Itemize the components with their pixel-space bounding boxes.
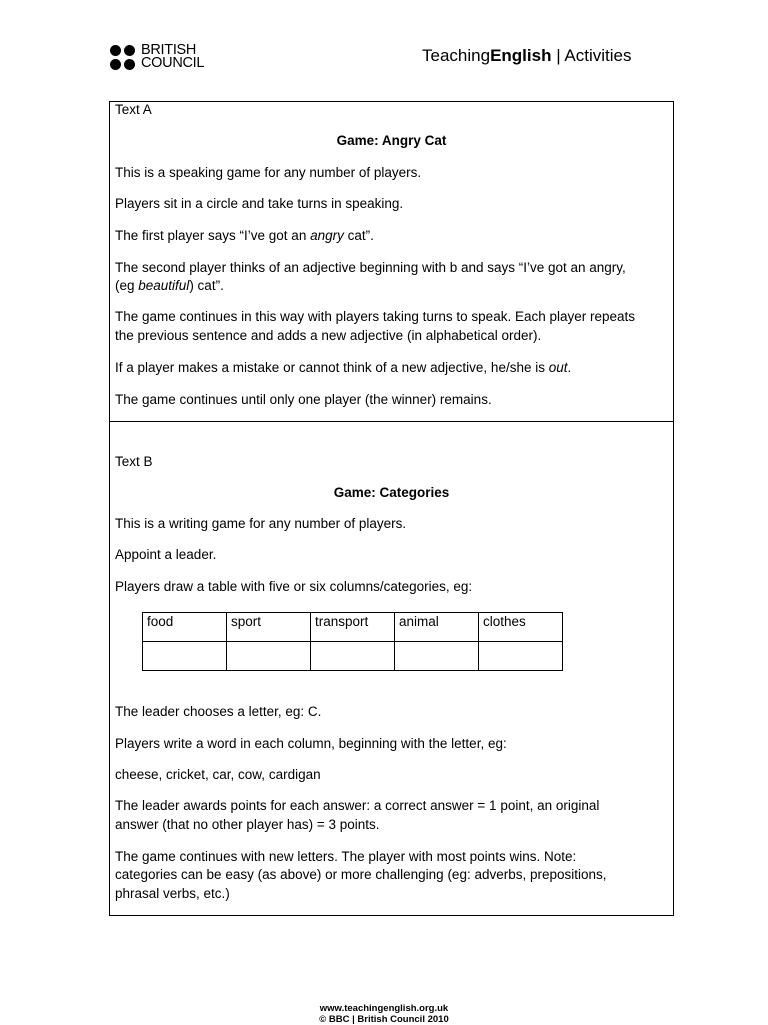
text-b-paragraph: answer (that no other player has) = 3 points.: [115, 817, 380, 832]
table-cell: [143, 642, 227, 671]
text-a-paragraph: The game continues until only one player (the winner) remains.: [115, 392, 492, 407]
table-header-cell: clothes: [479, 613, 563, 642]
teachingenglish-brand: TeachingEnglish | Activities: [422, 46, 632, 65]
table-cell: [479, 642, 563, 671]
text-b-paragraph: Appoint a leader.: [115, 547, 217, 562]
text-b-paragraph: phrasal verbs, etc.): [115, 886, 230, 901]
table-row: [143, 642, 563, 671]
text-a-paragraph: The game continues in this way with players taking turns to speak. Each player repeats: [115, 309, 636, 324]
table-header-cell: food: [143, 613, 227, 642]
categories-table: [142, 612, 563, 671]
text-b-label: Text B: [115, 454, 153, 469]
text-b-paragraph: Players write a word in each column, beginning with the letter, eg:: [115, 736, 507, 751]
text-b-paragraph: categories can be easy (as above) or more challenging (eg: adverbs, prepositions,: [115, 867, 607, 882]
text-a-paragraph: The second player thinks of an adjective beginning with b and says “I’ve got an angry,: [115, 260, 626, 275]
text-b-paragraph: The game continues with new letters. The player with most points wins. Note:: [115, 849, 577, 864]
table-header-cell: transport: [311, 613, 395, 642]
text-a-paragraph: the previous sentence and adds a new adjective (in alphabetical order).: [115, 328, 542, 343]
logo-dots-icon: [110, 45, 135, 70]
text-a-title: Game: Angry Cat: [336, 133, 447, 148]
table-header-cell: animal: [395, 613, 479, 642]
text-b-title: Game: Categories: [333, 485, 450, 500]
text-b-paragraph: This is a writing game for any number of players.: [115, 516, 407, 531]
text-b-paragraph: Players draw a table with five or six columns/categories, eg:: [115, 579, 473, 594]
text-a-label: Text A: [115, 102, 152, 117]
text-a-paragraph: (eg beautiful) cat”.: [115, 278, 224, 293]
footer-url: www.teachingenglish.org.uk: [319, 1003, 449, 1014]
footer-copyright: © BBC | British Council 2010: [319, 1014, 449, 1025]
logo-text: BRITISH COUNCIL: [141, 42, 205, 71]
text-b-paragraph: cheese, cricket, car, cow, cardigan: [115, 767, 321, 782]
text-a-paragraph: This is a speaking game for any number of players.: [115, 165, 422, 180]
text-b-paragraph: The leader awards points for each answer: a correct answer = 1 point, an original: [115, 798, 600, 813]
text-a-paragraph: The first player says “I’ve got an angry cat”.: [115, 228, 374, 243]
text-a-paragraph: If a player makes a mistake or cannot think of a new adjective, he/she is out.: [115, 360, 572, 375]
text-b-paragraph: The leader chooses a letter, eg: C.: [115, 704, 322, 719]
table-cell: [311, 642, 395, 671]
text-a-paragraph: Players sit in a circle and take turns in speaking.: [115, 196, 404, 211]
british-council-logo: [110, 44, 204, 70]
table-cell: [227, 642, 311, 671]
table-header-cell: sport: [227, 613, 311, 642]
table-cell: [395, 642, 479, 671]
table-row: [143, 613, 563, 642]
